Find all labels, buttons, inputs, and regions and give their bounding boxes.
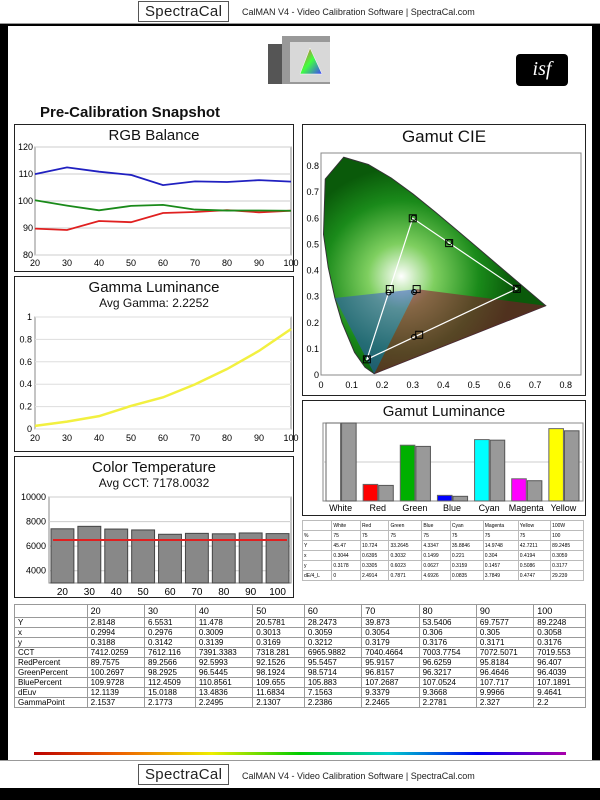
- x-tick-label: 90: [253, 433, 265, 443]
- table-cell: 0.3169: [253, 638, 305, 648]
- y-tick-label: 0.7: [306, 187, 319, 198]
- table-cell: 13.4836: [195, 688, 252, 698]
- gamma-panel: [14, 276, 299, 452]
- table-cell: 7003.7754: [419, 648, 476, 658]
- x-tick-label: Cyan: [478, 503, 500, 513]
- table-cell: 75: [483, 531, 518, 541]
- table-cell: 0.3142: [145, 638, 196, 648]
- table-cell: 39.873: [362, 618, 419, 628]
- table-cell: 2.1307: [253, 698, 305, 708]
- x-tick-label: 100: [269, 587, 286, 598]
- table-row: [15, 638, 586, 648]
- table-cell: 0.6395: [360, 551, 389, 561]
- table-row: [15, 658, 586, 668]
- x-tick-label: 0.6: [498, 380, 511, 390]
- table-cell: 4.3347: [422, 541, 451, 551]
- table-cell: 75: [389, 531, 422, 541]
- table-cell: 6.5531: [145, 618, 196, 628]
- table-cell: 109.655: [253, 678, 305, 688]
- column-header: Magenta: [483, 521, 518, 531]
- column-header: 70: [362, 605, 419, 618]
- table-row: [303, 561, 584, 571]
- cct-bar: [159, 534, 182, 583]
- table-cell: 29.239: [551, 571, 584, 581]
- x-tick-label: 90: [253, 258, 265, 268]
- table-cell: 75: [518, 531, 550, 541]
- column-header: 80: [419, 605, 476, 618]
- table-cell: 75: [332, 531, 361, 541]
- column-header: Blue: [422, 521, 451, 531]
- table-cell: 0.0627: [422, 561, 451, 571]
- table-cell: 14.9748: [483, 541, 518, 551]
- table-cell: 95.5457: [304, 658, 361, 668]
- column-header: Cyan: [450, 521, 483, 531]
- x-tick-label: 0.1: [345, 380, 358, 390]
- table-cell: 96.5445: [195, 668, 252, 678]
- y-tick-label: 120: [17, 142, 33, 152]
- table-cell: 92.1526: [253, 658, 305, 668]
- x-tick-label: 0.8: [559, 380, 572, 390]
- actual-bar: [527, 481, 542, 501]
- table-cell: 112.4509: [145, 678, 196, 688]
- rainbow-divider: [34, 752, 566, 755]
- table-cell: 95.9157: [362, 658, 419, 668]
- column-header: Red: [360, 521, 389, 531]
- x-tick-label: 50: [125, 258, 137, 268]
- target-bar: [475, 440, 490, 501]
- actual-bar: [490, 440, 505, 501]
- table-cell: 45.47: [332, 541, 361, 551]
- table-row: [15, 698, 586, 708]
- table-cell: 7019.553: [534, 648, 586, 658]
- gamut-table-panel: [302, 520, 586, 598]
- x-tick-label: Magenta: [508, 503, 544, 513]
- x-tick-label: 60: [157, 433, 169, 443]
- table-cell: 6965.9882: [304, 648, 361, 658]
- table-cell: 2.327: [476, 698, 533, 708]
- column-header: 90: [476, 605, 533, 618]
- table-cell: 2.4914: [360, 571, 389, 581]
- x-tick-label: 90: [245, 587, 257, 598]
- y-tick-label: 0.4: [306, 265, 319, 276]
- table-cell: 96.3217: [419, 668, 476, 678]
- table-cell: 0.3013: [253, 628, 305, 638]
- table-cell: 75: [360, 531, 389, 541]
- table-cell: 0.3305: [360, 561, 389, 571]
- gamut-cie-chart: [303, 147, 585, 395]
- table-cell: 0.7871: [389, 571, 422, 581]
- column-header: 30: [145, 605, 196, 618]
- table-cell: 0.2976: [145, 628, 196, 638]
- table-cell: 0.3059: [304, 628, 361, 638]
- column-header: [15, 605, 88, 618]
- rgb-balance-chart: [15, 142, 299, 271]
- x-tick-label: 80: [221, 258, 233, 268]
- rgb-balance-panel: [14, 124, 299, 272]
- table-row: [15, 648, 586, 658]
- column-header: 60: [304, 605, 361, 618]
- table-cell: 0.1457: [483, 561, 518, 571]
- y-tick-label: 4000: [25, 565, 46, 576]
- x-tick-label: 50: [125, 433, 137, 443]
- table-cell: 0.221: [450, 551, 483, 561]
- isf-logo: isf: [516, 54, 568, 86]
- y-tick-label: 0.1: [306, 343, 319, 354]
- target-bar: [437, 495, 452, 501]
- table-cell: 0.3176: [534, 638, 586, 648]
- gamut-luminance-title: Gamut Luminance: [382, 403, 506, 420]
- gamma-chart: [15, 311, 299, 451]
- table-cell: 0.1499: [422, 551, 451, 561]
- table-cell: 95.8184: [476, 658, 533, 668]
- target-bar: [363, 484, 378, 501]
- footer-tagline: CalMAN V4 - Video Calibration Software | SpectraCal.com: [242, 771, 475, 781]
- y-tick-label: 1: [26, 312, 32, 322]
- table-cell: 100.2697: [87, 668, 144, 678]
- table-cell: 89.2485: [551, 541, 584, 551]
- x-tick-label: 50: [137, 587, 149, 598]
- cct-chart: [15, 491, 293, 597]
- table-cell: 0.305: [476, 628, 533, 638]
- table-cell: 89.2248: [534, 618, 586, 628]
- table-cell: 109.9728: [87, 678, 144, 688]
- y-tick-label: 0.4: [19, 379, 32, 390]
- actual-bar: [453, 496, 468, 501]
- x-tick-label: 30: [61, 433, 73, 443]
- table-cell: 0.3177: [551, 561, 584, 571]
- table-cell: 0.3159: [450, 561, 483, 571]
- x-tick-label: 100: [283, 258, 299, 268]
- table-cell: x: [15, 628, 88, 638]
- x-tick-label: 30: [83, 587, 95, 598]
- y-tick-label: 0.5: [306, 239, 319, 250]
- x-tick-label: Red: [369, 503, 386, 513]
- table-cell: 0.3054: [362, 628, 419, 638]
- table-cell: GreenPercent: [15, 668, 88, 678]
- table-cell: 98.5714: [304, 668, 361, 678]
- table-cell: 0.3212: [304, 638, 361, 648]
- table-cell: CCT: [15, 648, 88, 658]
- table-cell: 2.2386: [304, 698, 361, 708]
- x-tick-label: 70: [189, 258, 201, 268]
- table-cell: y: [15, 638, 88, 648]
- x-tick-label: 20: [29, 433, 41, 443]
- y-tick-label: 8000: [25, 516, 46, 527]
- table-cell: 7391.3383: [195, 648, 252, 658]
- table-cell: 0.3176: [419, 638, 476, 648]
- x-tick-label: 20: [29, 258, 41, 268]
- x-tick-label: 0.7: [528, 380, 542, 390]
- table-cell: 7.1563: [304, 688, 361, 698]
- table-cell: 10.724: [360, 541, 389, 551]
- table-cell: 3.7849: [483, 571, 518, 581]
- cct-bar: [78, 526, 101, 583]
- y-tick-label: 0.2: [19, 401, 32, 412]
- x-tick-label: 100: [283, 433, 299, 443]
- table-row: [15, 618, 586, 628]
- table-cell: %: [303, 531, 332, 541]
- x-tick-label: Green: [402, 503, 428, 513]
- x-tick-label: 60: [164, 587, 176, 598]
- y-tick-label: 6000: [25, 541, 46, 552]
- target-bar: [400, 445, 415, 501]
- table-cell: 4.6926: [422, 571, 451, 581]
- y-tick-label: 0.2: [306, 317, 319, 328]
- x-tick-label: Blue: [442, 503, 462, 513]
- y-tick-label: 0: [313, 370, 319, 380]
- table-cell: 89.7575: [87, 658, 144, 668]
- actual-bar: [342, 423, 357, 501]
- table-cell: 0.3139: [195, 638, 252, 648]
- table-cell: 96.407: [534, 658, 586, 668]
- table-cell: 0.3178: [332, 561, 361, 571]
- table-cell: dEuv: [15, 688, 88, 698]
- table-row: [15, 678, 586, 688]
- table-cell: 75: [422, 531, 451, 541]
- gamut-luminance-panel: [302, 400, 586, 516]
- gamut-table: [302, 520, 584, 581]
- table-row: [15, 688, 586, 698]
- table-cell: 0.3059: [551, 551, 584, 561]
- table-cell: 2.2495: [195, 698, 252, 708]
- x-tick-label: Yellow: [550, 503, 577, 513]
- target-bar: [326, 423, 341, 501]
- table-cell: 33.2645: [389, 541, 422, 551]
- x-tick-label: 70: [191, 587, 203, 598]
- table-cell: 7072.5071: [476, 648, 533, 658]
- table-cell: 69.7577: [476, 618, 533, 628]
- table-cell: 0.4194: [518, 551, 550, 561]
- table-cell: 0.304: [483, 551, 518, 561]
- table-cell: 0.2994: [87, 628, 144, 638]
- table-cell: 96.4039: [534, 668, 586, 678]
- x-tick-label: 0: [318, 380, 324, 390]
- table-cell: 2.2781: [419, 698, 476, 708]
- column-header: White: [332, 521, 361, 531]
- table-cell: x: [303, 551, 332, 561]
- gamut-cie-panel: [302, 124, 586, 396]
- x-tick-label: 60: [157, 258, 169, 268]
- actual-bar: [379, 485, 394, 501]
- table-row: [303, 571, 584, 581]
- table-row: [303, 551, 584, 561]
- actual-bar: [416, 446, 431, 501]
- table-cell: 0.6023: [389, 561, 422, 571]
- y-tick-label: 10000: [20, 492, 46, 502]
- plot-area: [35, 317, 291, 429]
- gamma-subtitle: Avg Gamma: 2.2252: [99, 296, 209, 310]
- y-tick-label: 0.6: [306, 213, 319, 224]
- table-cell: 12.1139: [87, 688, 144, 698]
- table-cell: 9.9966: [476, 688, 533, 698]
- x-tick-label: White: [329, 503, 353, 513]
- table-row: [15, 628, 586, 638]
- y-tick-label: 0.6: [19, 356, 32, 367]
- table-cell: 2.2465: [362, 698, 419, 708]
- table-cell: 9.3668: [419, 688, 476, 698]
- table-cell: 7612.116: [145, 648, 196, 658]
- footer-bar: [0, 760, 600, 788]
- table-cell: 7318.281: [253, 648, 305, 658]
- y-tick-label: 0.3: [306, 291, 319, 302]
- y-tick-label: 0: [26, 424, 32, 434]
- table-cell: 96.6259: [419, 658, 476, 668]
- measurement-table: [14, 604, 586, 708]
- table-cell: 53.5406: [419, 618, 476, 628]
- report-page: [8, 26, 592, 760]
- table-cell: 2.1773: [145, 698, 196, 708]
- column-header: [303, 521, 332, 531]
- spectracal-logo: SpectraCal: [138, 1, 229, 22]
- x-tick-label: 80: [218, 587, 230, 598]
- table-cell: 107.1891: [534, 678, 586, 688]
- target-bar: [549, 429, 564, 501]
- column-header: 50: [253, 605, 305, 618]
- gamut-luminance-chart: [303, 419, 585, 515]
- table-cell: 98.2925: [145, 668, 196, 678]
- cct-bar: [105, 529, 128, 583]
- table-cell: 0.3058: [534, 628, 586, 638]
- table-cell: 0.3009: [195, 628, 252, 638]
- column-header: Green: [389, 521, 422, 531]
- cct-bar: [212, 534, 235, 583]
- y-tick-label: 90: [22, 223, 33, 233]
- table-cell: 11.478: [195, 618, 252, 628]
- table-cell: 2.1537: [87, 698, 144, 708]
- column-header: 100: [534, 605, 586, 618]
- table-cell: 35.8846: [450, 541, 483, 551]
- section-title: Pre-Calibration Snapshot: [40, 104, 221, 121]
- table-cell: 7040.4664: [362, 648, 419, 658]
- x-tick-label: 0.5: [467, 380, 481, 390]
- x-tick-label: 40: [110, 587, 122, 598]
- column-header: Yellow: [518, 521, 550, 531]
- table-cell: 0.5086: [518, 561, 550, 571]
- gamma-title: Gamma Luminance: [88, 279, 220, 296]
- cct-bar: [51, 529, 74, 583]
- table-cell: Y: [15, 618, 88, 628]
- table-cell: 0.3171: [476, 638, 533, 648]
- table-cell: 15.0188: [145, 688, 196, 698]
- table-row: [303, 531, 584, 541]
- y-tick-label: 110: [18, 169, 33, 179]
- table-cell: 110.8561: [195, 678, 252, 688]
- x-tick-label: 0.2: [375, 380, 389, 390]
- column-header: 100W: [551, 521, 584, 531]
- x-tick-label: 20: [56, 587, 69, 598]
- table-cell: 9.4641: [534, 688, 586, 698]
- y-tick-label: 80: [22, 250, 33, 260]
- table-row: [15, 668, 586, 678]
- table-cell: 28.2473: [304, 618, 361, 628]
- table-cell: 0.306: [419, 628, 476, 638]
- actual-bar: [564, 431, 579, 501]
- column-header: 40: [195, 605, 252, 618]
- table-cell: 11.6834: [253, 688, 305, 698]
- table-cell: Y: [303, 541, 332, 551]
- x-tick-label: 40: [93, 258, 105, 268]
- table-cell: RedPercent: [15, 658, 88, 668]
- table-cell: 105.883: [304, 678, 361, 688]
- table-cell: 0.3179: [362, 638, 419, 648]
- x-tick-label: 0.4: [437, 380, 450, 390]
- y-tick-label: 100: [17, 196, 33, 206]
- cct-title: Color Temperature: [92, 459, 216, 476]
- table-cell: dE/4_L: [303, 571, 332, 581]
- spectracal-footer-logo: SpectraCal: [138, 764, 229, 785]
- table-cell: 0: [332, 571, 361, 581]
- table-cell: BluePercent: [15, 678, 88, 688]
- table-cell: 0.3188: [87, 638, 144, 648]
- table-cell: 9.3379: [362, 688, 419, 698]
- x-tick-label: 40: [93, 433, 105, 443]
- table-cell: 89.2566: [145, 658, 196, 668]
- table-cell: 107.0524: [419, 678, 476, 688]
- table-row: [303, 541, 584, 551]
- header-tagline: CalMAN V4 - Video Calibration Software | SpectraCal.com: [242, 7, 475, 17]
- table-cell: 2.2: [534, 698, 586, 708]
- table-cell: 92.5993: [195, 658, 252, 668]
- table-cell: 98.1924: [253, 668, 305, 678]
- x-tick-label: 80: [221, 433, 233, 443]
- calman-logo-graphic: [266, 32, 342, 92]
- cct-panel: [14, 456, 294, 598]
- table-cell: 100: [551, 531, 584, 541]
- table-cell: 0.0835: [450, 571, 483, 581]
- table-cell: 0.4747: [518, 571, 550, 581]
- column-header: 20: [87, 605, 144, 618]
- header-bar: [0, 0, 600, 24]
- x-tick-label: 0.3: [406, 380, 420, 390]
- target-bar: [512, 479, 527, 501]
- table-cell: 0.3032: [389, 551, 422, 561]
- cct-bar: [266, 534, 289, 583]
- cct-bar: [132, 530, 155, 583]
- table-cell: 96.4646: [476, 668, 533, 678]
- table-cell: 107.717: [476, 678, 533, 688]
- table-cell: 42.7211: [518, 541, 550, 551]
- table-cell: 96.8157: [362, 668, 419, 678]
- rgb-balance-title: RGB Balance: [108, 127, 200, 144]
- table-cell: 2.8148: [87, 618, 144, 628]
- measurement-table-panel: [14, 604, 586, 708]
- table-cell: 20.5781: [253, 618, 305, 628]
- table-cell: 0.3044: [332, 551, 361, 561]
- table-cell: 75: [450, 531, 483, 541]
- table-cell: 107.2687: [362, 678, 419, 688]
- table-cell: GammaPoint: [15, 698, 88, 708]
- x-tick-label: 30: [61, 258, 73, 268]
- table-cell: y: [303, 561, 332, 571]
- y-tick-label: 0.8: [306, 161, 319, 172]
- gamut-cie-title: Gamut CIE: [401, 127, 487, 146]
- y-tick-label: 0.8: [19, 334, 32, 345]
- x-tick-label: 70: [189, 433, 201, 443]
- table-cell: 7412.0259: [87, 648, 144, 658]
- cct-subtitle: Avg CCT: 7178.0032: [98, 476, 210, 490]
